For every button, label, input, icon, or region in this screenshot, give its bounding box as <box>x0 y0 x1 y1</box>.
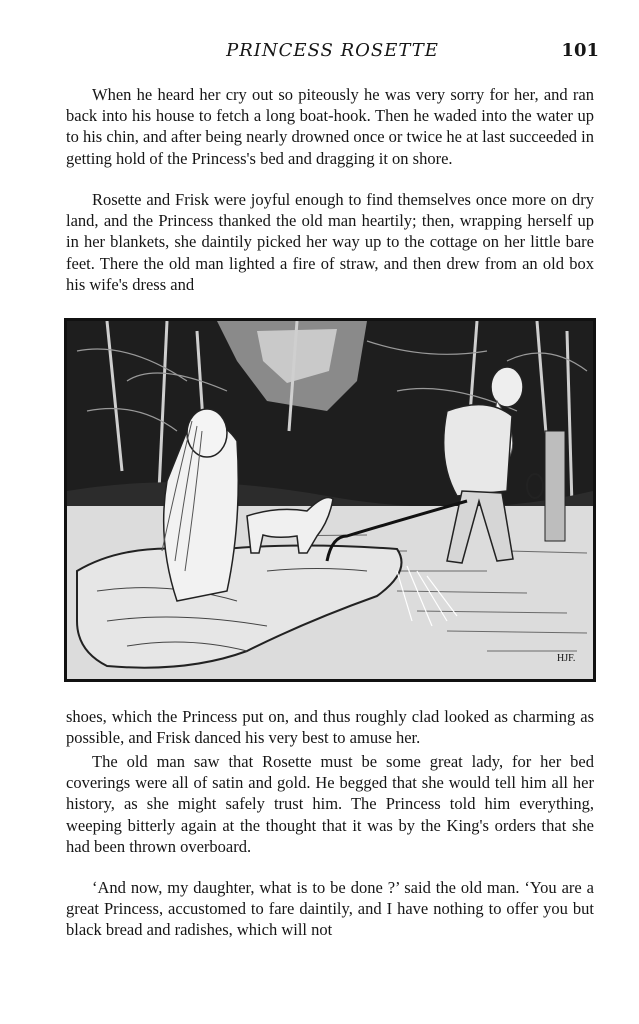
illustration-old-man-rescuing-princess <box>64 318 596 682</box>
paragraph-4: The old man saw that Rosette must be some great lady, for her bed coverings were all of satin and gold. He begged that she would tell him all her history, as she might safely trust him. The Princess told him everything, weeping bitterly again at the thought that it was by the King's orders that she had been thrown overboard. <box>66 752 594 856</box>
running-title: PRINCESS ROSETTE <box>226 40 439 61</box>
page-number: 101 <box>561 40 599 61</box>
paragraph-2: Rosette and Frisk were joyful enough to find themselves once more on dry land, and the Princess thanked the old man heartily; then, wrapping herself up in her blankets, she daintily picked her way up to the cottage on her little bare feet. There the old man lighted a fire of straw, and then drew from an old box his wife's dress and <box>66 190 594 294</box>
illustration-signature: HJF. <box>557 653 576 664</box>
page-header <box>66 40 599 68</box>
paragraph-5: ‘And now, my daughter, what is to be done ?’ said the old man. ‘You are a great Princess, accustomed to fare daintily, and I have nothing to offer you but black bread and radishes, which will not <box>66 878 594 940</box>
paragraph-1: When he heard her cry out so piteously he was very sorry for her, and ran back into his house to fetch a long boat-hook. Then he waded into the water up to his chin, and after being nearly drowned once or twice he at last succeeded in getting hold of the Princess's bed and dragging it on shore. <box>66 85 594 168</box>
illustration-drawing <box>67 321 593 679</box>
paragraph-3: shoes, which the Princess put on, and thus roughly clad looked as charming as possible, and Frisk danced his very best to amuse her. <box>66 707 594 748</box>
